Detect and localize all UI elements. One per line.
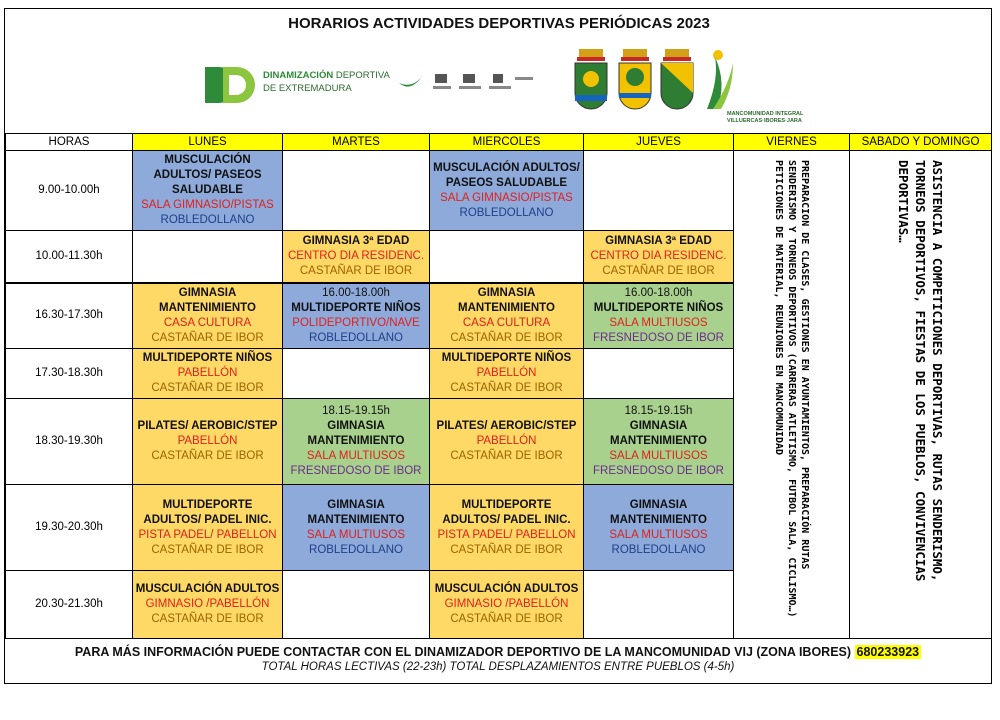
- hour-cell: 18.30-19.30h: [6, 399, 133, 485]
- empty-cell: [133, 231, 283, 283]
- coat-of-arms-2-icon: [615, 47, 655, 115]
- schedule-sheet: [4, 8, 992, 684]
- empty-cell: [283, 349, 430, 399]
- activity-cell: 16.00-18.00h MULTIDEPORTE NIÑOS SALA MULTIUSOS FRESNEDOSO DE IBOR: [584, 283, 734, 349]
- activity-cell: 18.15-19.15h GIMNASIA MANTENIMIENTO SALA MULTIUSOS FRESNEDOSO DE IBOR: [283, 399, 430, 485]
- activity-cell: MULTIDEPORTE ADULTOS/ PADEL INIC. PISTA PADEL/ PABELLON CASTAÑAR DE IBOR: [430, 485, 584, 571]
- mancomunidad-logo-text: MANCOMUNIDAD INTEGRAL VILLUERCAS·IBORES·JARA: [727, 111, 804, 124]
- footer: [5, 645, 991, 673]
- header-miercoles: MIERCOLES: [430, 134, 584, 151]
- viernes-cell: [734, 151, 850, 639]
- footer-contact-text: PARA MÁS INFORMACIÓN PUEDE CONTACTAR CON EL DINAMIZADOR DEPORTIVO DE LA MANCOMUNIDAD VIJ (ZONA IBORES): [74, 645, 852, 659]
- swoosh-logo-icon: [397, 71, 425, 93]
- activity-cell: GIMNASIA MANTENIMIENTO SALA MULTIUSOS ROBLEDOLLANO: [584, 485, 734, 571]
- activity-cell: MUSCULACIÓN ADULTOS/ PASEOS SALUDABLE SALA GIMNASIO/PISTAS ROBLEDOLLANO: [430, 151, 584, 231]
- hour-cell: 9.00-10.00h: [6, 151, 133, 231]
- viernes-text: PREPARACION DE CLASES, GESTIONES EN AYUNTAMIENTOS, PREPARACIÓN RUTAS SENDERISMO Y TORNEOS DEPORTIVOS (CARRERAS ATLETISMO, FUTBOL SALA, CICLISMO…) PETICIONES DE MATERIAL, REUNIONES EN MANCOMUNIDAD: [773, 159, 810, 618]
- hour-cell: 20.30-21.30h: [6, 571, 133, 639]
- dd-logo-icon: [203, 65, 255, 105]
- activity-cell: MULTIDEPORTE NIÑOS PABELLÓN CASTAÑAR DE IBOR: [430, 349, 584, 399]
- activity-cell: MULTIDEPORTE ADULTOS/ PADEL INIC. PISTA PADEL/ PABELLON CASTAÑAR DE IBOR: [133, 485, 283, 571]
- footer-totals: TOTAL HORAS LECTIVAS (22-23h) TOTAL DESPLAZAMIENTOS ENTRE PUEBLOS (4-5h): [261, 661, 735, 673]
- empty-cell: [430, 231, 584, 283]
- hour-cell: 16.30-17.30h: [6, 283, 133, 349]
- coat-of-arms-3-icon: [657, 47, 697, 115]
- hour-cell: 17.30-18.30h: [6, 349, 133, 399]
- header-martes: MARTES: [283, 134, 430, 151]
- coat-of-arms-1-icon: [571, 47, 611, 115]
- header-viernes: VIERNES: [734, 134, 850, 151]
- activity-cell: MULTIDEPORTE NIÑOS PABELLÓN CASTAÑAR DE IBOR: [133, 349, 283, 399]
- header-jueves: JUEVES: [584, 134, 734, 151]
- weekend-text: ASISTENCIA A COMPETICIONES DEPORTIVAS, RUTAS SENDERISMO, TORNEOS DEPORTIVOS, FIESTAS DE LOS PUEBLOS, CONVIVENCIAS DEPORTIVAS…: [896, 159, 945, 581]
- header-horas: HORAS: [6, 134, 133, 151]
- activity-cell: PILATES/ AEROBIC/STEP PABELLÓN CASTAÑAR DE IBOR: [430, 399, 584, 485]
- header-row: [6, 134, 992, 151]
- activity-cell: GIMNASIA 3ª EDAD CENTRO DIA RESIDENC. CASTAÑAR DE IBOR: [283, 231, 430, 283]
- header-lunes: LUNES: [133, 134, 283, 151]
- dd-logo-text: DINAMIZACIÓN DEPORTIVA DE EXTREMADURA: [263, 70, 390, 94]
- logos-bar: [5, 47, 993, 133]
- empty-cell: [283, 151, 430, 231]
- activity-cell: 18.15-19.15h GIMNASIA MANTENIMIENTO SALA MULTIUSOS FRESNEDOSO DE IBOR: [584, 399, 734, 485]
- activity-cell: MUSCULACIÓN ADULTOS GIMNASIO /PABELLÓN CASTAÑAR DE IBOR: [430, 571, 584, 639]
- empty-cell: [584, 571, 734, 639]
- page-title: HORARIOS ACTIVIDADES DEPORTIVAS PERIÓDICAS 2023: [288, 15, 710, 32]
- activity-cell: GIMNASIA MANTENIMIENTO CASA CULTURA CASTAÑAR DE IBOR: [430, 283, 584, 349]
- empty-cell: [584, 151, 734, 231]
- empty-cell: [584, 349, 734, 399]
- activity-cell: MUSCULACIÓN ADULTOS GIMNASIO /PABELLÓN CASTAÑAR DE IBOR: [133, 571, 283, 639]
- activity-cell: MUSCULACIÓN ADULTOS/ PASEOS SALUDABLE SALA GIMNASIO/PISTAS ROBLEDOLLANO: [133, 151, 283, 231]
- activity-cell: GIMNASIA 3ª EDAD CENTRO DIA RESIDENC. CASTAÑAR DE IBOR: [584, 231, 734, 283]
- hour-cell: 19.30-20.30h: [6, 485, 133, 571]
- activity-cell: GIMNASIA MANTENIMIENTO CASA CULTURA CASTAÑAR DE IBOR: [133, 283, 283, 349]
- header-sabado-domingo: SABADO Y DOMINGO: [850, 134, 992, 151]
- schedule-table: [5, 133, 992, 639]
- institution-logos-icon: [433, 71, 533, 93]
- hour-cell: 10.00-11.30h: [6, 231, 133, 283]
- footer-contact-line: [5, 645, 991, 659]
- activity-cell: 16.00-18.00h MULTIDEPORTE NIÑOS POLIDEPORTIVO/NAVE ROBLEDOLLANO: [283, 283, 430, 349]
- activity-cell: PILATES/ AEROBIC/STEP PABELLÓN CASTAÑAR DE IBOR: [133, 399, 283, 485]
- empty-cell: [283, 571, 430, 639]
- activity-cell: GIMNASIA MANTENIMIENTO SALA MULTIUSOS ROBLEDOLLANO: [283, 485, 430, 571]
- weekend-cell: [850, 151, 992, 639]
- table-row: [6, 151, 992, 231]
- footer-phone: 680233923: [856, 645, 920, 659]
